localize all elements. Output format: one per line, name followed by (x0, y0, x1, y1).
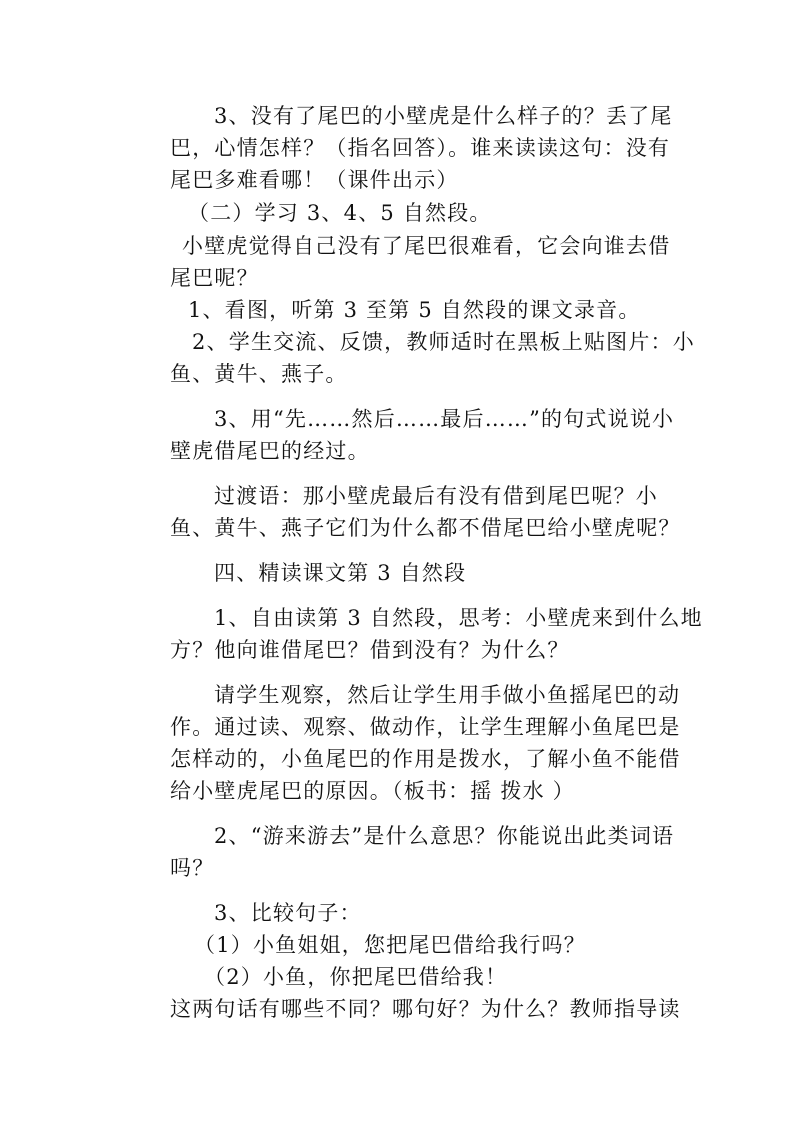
text-line: （2）小鱼，你把尾巴借给我！ (204, 965, 508, 989)
text-line: 作。通过读、观察、做动作，让学生理解小鱼尾巴是 (170, 715, 681, 739)
text-line: 小壁虎觉得自己没有了尾巴很难看，它会向谁去借 (182, 234, 671, 258)
text-line: （1）小鱼姐姐，您把尾巴借给我行吗？ (194, 933, 586, 957)
text-line: 3、比较句子： (214, 901, 362, 925)
text-line: 方？他向谁借尾巴？借到没有？为什么？ (170, 638, 570, 662)
text-line: 巴，心情怎样？（指名回答）。谁来读读这句：没有 (170, 136, 671, 160)
text-line: 1、看图，听第 3 至第 5 自然段的课文录音。 (188, 298, 641, 322)
text-line: 尾巴多难看哪！（课件出示） (170, 168, 459, 192)
text-line: （二）学习 3、4、5 自然段。 (188, 201, 492, 225)
text-line: 请学生观察，然后让学生用手做小鱼摇尾巴的动 (214, 683, 681, 707)
text-line: 吗？ (170, 856, 215, 880)
text-line: 3、用“先……然后……最后……”的句式说说小 (214, 407, 675, 431)
text-line: 2、“游来游去”是什么意思？你能说出此类词语 (214, 824, 675, 848)
text-line: 怎样动的，小鱼尾巴的作用是拨水，了解小鱼不能借 (170, 747, 681, 771)
text-line: 尾巴呢？ (170, 266, 259, 290)
text-line: 过渡语：那小壁虎最后有没有借到尾巴呢？小 (214, 484, 658, 508)
text-line: 2、学生交流、反馈，教师适时在黑板上贴图片：小 (192, 330, 695, 354)
text-line: 1、自由读第 3 自然段，思考：小壁虎来到什么地 (214, 606, 703, 630)
text-line: 鱼、黄牛、燕子。 (170, 362, 348, 386)
text-line: 3、没有了尾巴的小壁虎是什么样子的？丢了尾 (214, 104, 673, 128)
text-line: 给小壁虎尾巴的原因。（板书：摇 拨水 ） (170, 779, 575, 803)
text-line: 鱼、黄牛、燕子它们为什么都不借尾巴给小壁虎呢？ (170, 516, 681, 540)
text-line: 四、精读课文第 3 自然段 (214, 561, 467, 585)
text-line: 壁虎借尾巴的经过。 (170, 439, 370, 463)
text-line: 这两句话有哪些不同？哪句好？为什么？教师指导读 (170, 997, 681, 1021)
